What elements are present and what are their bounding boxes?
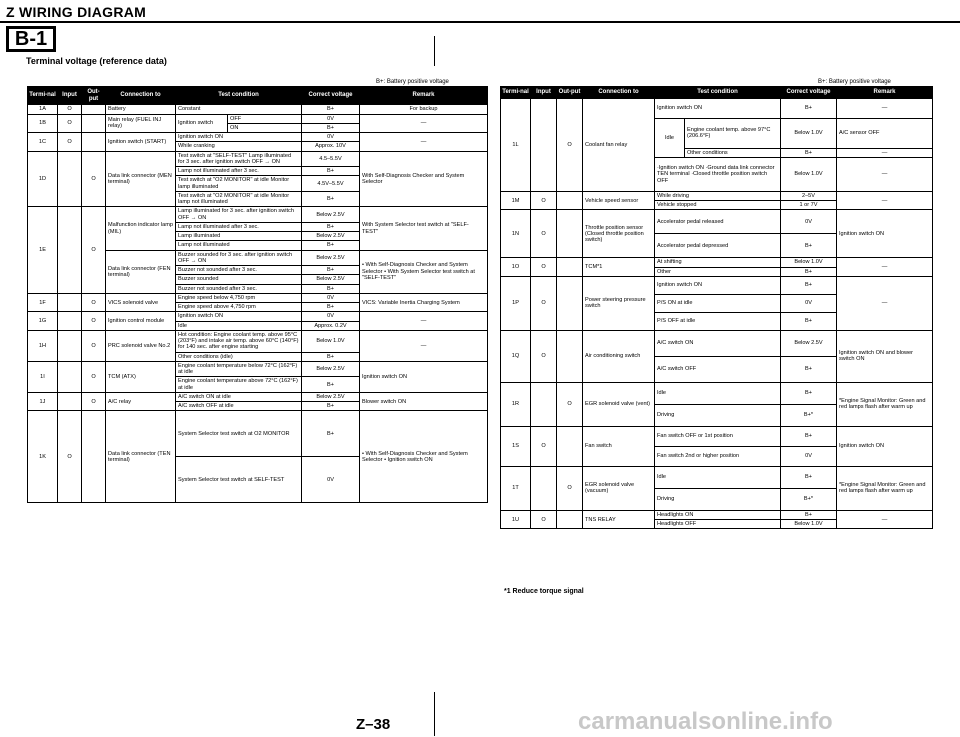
table-row: Lamp not illuminated after 3 sec. B+ xyxy=(28,167,488,176)
table-row: 1B O Main relay (FUEL INJ relay) Ignition switch OFF 0V — xyxy=(28,114,488,123)
table-row: 1Q O Air conditioning switch A/C switch ON Below 2.5V Ignition switch ON and blower switch ON xyxy=(501,330,933,356)
col-connection: Connection to xyxy=(583,87,655,99)
table-row: 1H O PRC solenoid valve No.2 Hot condition: Engine coolant temp. above 95°C (203°F) and intake air temp. above 60°C (140°F) for 140 sec. after engine starting Below 1.0V — xyxy=(28,330,488,352)
table-row: Buzzer not sounded after 3 sec. B+ xyxy=(28,266,488,275)
table-row: Idle Approx. 0.2V xyxy=(28,321,488,330)
table-row: ·Ignition switch ON ·Ground data link connector TEN terminal ·Closed throttle position switch OFF Below 1.0V — xyxy=(501,157,933,191)
col-test: Test condition xyxy=(655,87,781,99)
terminal-voltage-table-right xyxy=(500,86,933,529)
page-header-title: Z WIRING DIAGRAM xyxy=(6,4,147,20)
col-remark: Remark xyxy=(837,87,933,99)
table-row: 1A O Battery Constant B+ For backup xyxy=(28,105,488,114)
table-row: Headlights OFF Below 1.0V xyxy=(501,520,933,529)
table-row: Accelerator pedal depressed B+ xyxy=(501,234,933,258)
section-badge: B-1 xyxy=(6,26,56,52)
table-row: Buzzer not sounded after 3 sec. B+ xyxy=(28,284,488,293)
binding-margin-line-bottom xyxy=(434,692,435,736)
col-terminal: Termi-nal xyxy=(28,87,58,105)
table-row: 1L O Coolant fan relay Ignition switch ON B+ — xyxy=(501,98,933,118)
table-row: 1R O EGR solenoid valve (vent) Idle B+ *Engine Signal Monitor: Green and red lamps flash after warm up xyxy=(501,382,933,404)
col-input: Input xyxy=(58,87,82,105)
section-title: Terminal voltage (reference data) xyxy=(26,56,167,66)
watermark: carmanualsonline.info xyxy=(578,708,833,735)
terminal-voltage-table-left xyxy=(27,86,488,503)
table-row: A/C switch OFF at idle B+ xyxy=(28,402,488,411)
table-row: 1K O Data link connector (TEN terminal) System Selector test switch at O2 MONITOR B+ • With Self-Diagnosis Checker and System Selector • Ignition switch ON xyxy=(28,411,488,457)
table-row: 1P O Power steering pressure switch Ignition switch ON B+ — xyxy=(501,276,933,294)
table-row: 1O O TCM*1 At shifting Below 1.0V — xyxy=(501,258,933,267)
table-header-row xyxy=(28,87,488,105)
table-row: 1N O Throttle position sensor (Closed throttle position switch) Accelerator pedal released 0V Ignition switch ON xyxy=(501,210,933,234)
table-row: Fan switch 2nd or higher position 0V xyxy=(501,446,933,466)
page-number: Z–38 xyxy=(356,716,391,733)
col-output: Out-put xyxy=(557,87,583,99)
table-row: Lamp illuminated Below 2.5V xyxy=(28,232,488,241)
table-row: 1C O Ignition switch (START) Ignition switch ON 0V — xyxy=(28,133,488,142)
table-row: 1U O TNS RELAY Headlights ON B+ — xyxy=(501,510,933,519)
table-row: Other conditions (idle) B+ xyxy=(28,352,488,361)
table-row: 1D O Data link connector (MEN terminal) Test switch at "SELF-TEST" Lamp illuminated for 3 sec. after ignition switch OFF → ON 4.5–5.5V With Self-Diagnosis Checker and System Selector xyxy=(28,151,488,167)
table-row: 1G O Ignition control module Ignition switch ON 0V — xyxy=(28,312,488,321)
table-row: Engine speed above 4,750 rpm B+ xyxy=(28,303,488,312)
table-row: P/S ON at idle 0V xyxy=(501,294,933,312)
footnote: *1 Reduce torque signal xyxy=(504,588,584,595)
table-row: P/S OFF at idle B+ xyxy=(501,312,933,330)
table-row: Data link connector (FEN terminal) Buzzer sounded for 3 sec. after ignition switch OFF → ON Below 2.5V • With Self-Diagnosis Checker and System Selector • With System Selector test switch at "SELF-TEST" xyxy=(28,250,488,266)
col-connection: Connection to xyxy=(106,87,176,105)
legend-left: B+: Battery positive voltage xyxy=(376,79,449,85)
table-row: 1T O EGR solenoid valve (vacuum) Idle B+ *Engine Signal Monitor: Green and red lamps flash after warm up xyxy=(501,466,933,488)
table-row: 1I O TCM (ATX) Engine coolant temperature below 72°C (162°F) at idle Below 2.5V Ignition switch ON xyxy=(28,361,488,377)
table-row: Other conditions B+ — xyxy=(501,148,933,157)
table-row: Buzzer sounded Below 2.5V xyxy=(28,275,488,284)
binding-margin-line xyxy=(434,36,435,66)
table-row: Driving B+* xyxy=(501,488,933,510)
table-row: Test switch at "O2 MONITOR" at idle Monitor lamp not illuminated B+ xyxy=(28,191,488,207)
table-row: 1E O Malfunction indicator lamp (MIL) Lamp illuminated for 3 sec. after ignition switch OFF → ON Below 2.5V With System Selector test switch at "SELF-TEST" xyxy=(28,207,488,223)
table-row: Other B+ xyxy=(501,267,933,276)
table-row: ON B+ xyxy=(28,123,488,132)
table-row: Vehicle stopped 1 or 7V xyxy=(501,201,933,210)
col-voltage: Correct voltage xyxy=(781,87,837,99)
table-row: Driving B+* xyxy=(501,404,933,426)
col-test: Test condition xyxy=(176,87,302,105)
table-row: Lamp not illuminated B+ xyxy=(28,241,488,250)
header-rule xyxy=(0,21,960,23)
col-voltage: Correct voltage xyxy=(302,87,360,105)
table-row: 1F O VICS solenoid valve Engine speed below 4,750 rpm 0V VICS: Variable Inertia Charging System xyxy=(28,293,488,302)
legend-right: B+: Battery positive voltage xyxy=(818,79,891,85)
table-row: 1J O A/C relay A/C switch ON at idle Below 2.5V Blower switch ON xyxy=(28,392,488,401)
col-input: Input xyxy=(531,87,557,99)
table-row: While cranking Approx. 10V xyxy=(28,142,488,151)
table-row: Engine coolant temperature above 72°C (162°F) at idle B+ xyxy=(28,377,488,393)
table-row: Idle Engine coolant temp. above 97°C (206.6°F) Below 1.0V A/C sensor OFF xyxy=(501,118,933,148)
table-row: Lamp not illuminated after 3 sec. B+ xyxy=(28,222,488,231)
table-row: System Selector test switch at SELF-TEST 0V xyxy=(28,457,488,503)
table-row: 1M O Vehicle speed sensor While driving 2–5V — xyxy=(501,191,933,200)
col-terminal: Termi-nal xyxy=(501,87,531,99)
table-row: A/C switch OFF B+ xyxy=(501,356,933,382)
table-row: Test switch at "O2 MONITOR" at idle Monitor lamp illuminated 4.5V–5.5V xyxy=(28,176,488,192)
col-output: Out-put xyxy=(82,87,106,105)
col-remark: Remark xyxy=(360,87,488,105)
table-header-row xyxy=(501,87,933,99)
table-row: 1S O Fan switch Fan switch OFF or 1st position B+ Ignition switch ON xyxy=(501,426,933,446)
